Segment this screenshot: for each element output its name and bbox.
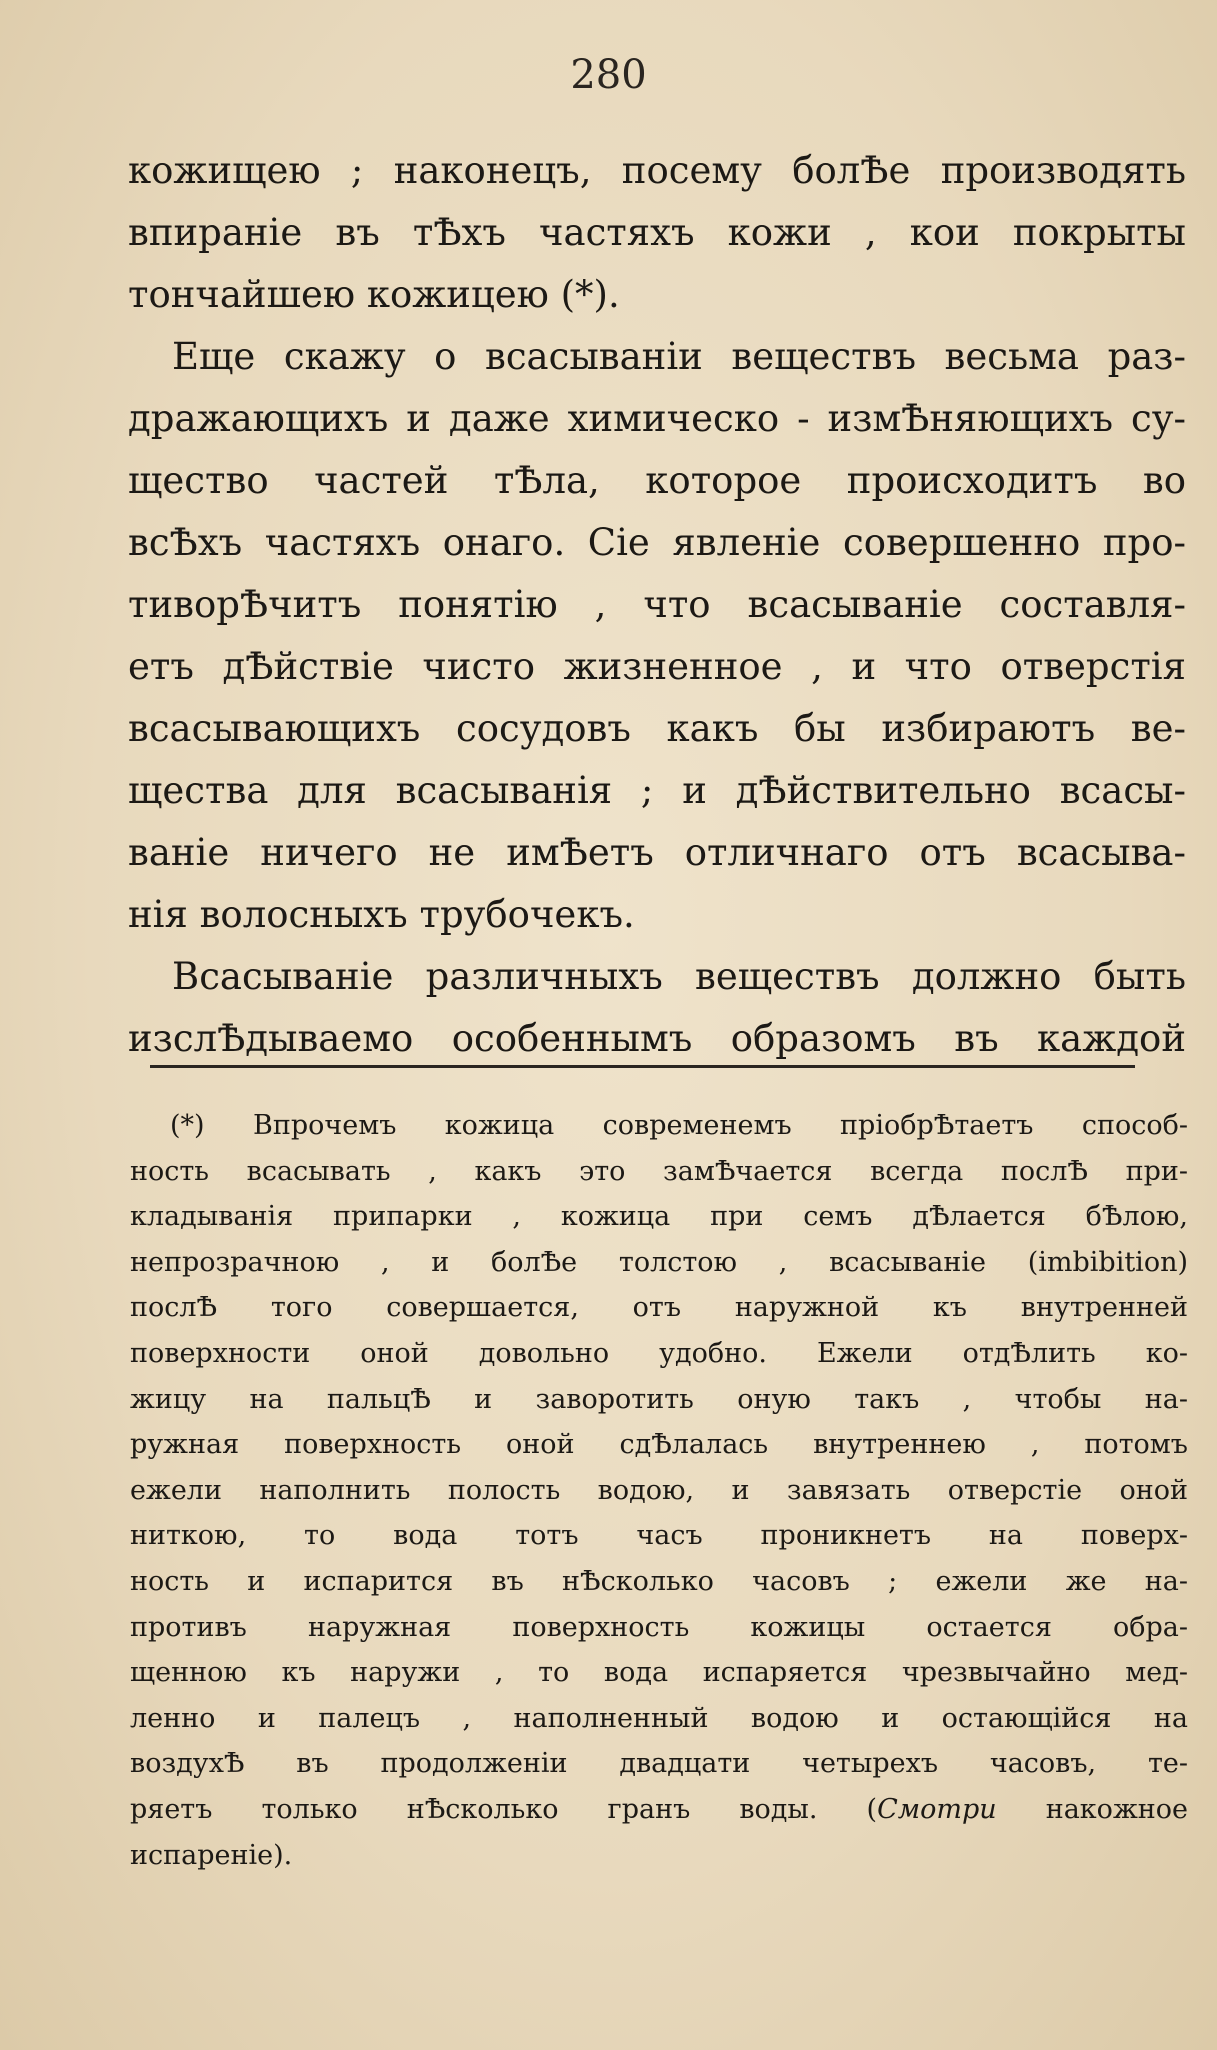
footnote-line: ежели наполнить полость водою, и завязать отверстiе оной <box>130 1474 1188 1506</box>
text-line: Всасыванiе различныхъ веществъ должно быть <box>172 955 1186 998</box>
main-text <box>128 140 1186 1070</box>
footnote-line: послѢ того совершается, отъ наружной къ внутренней <box>130 1292 1188 1324</box>
footnote-line: ниткою, то вода тотъ часъ проникнетъ на поверх- <box>130 1520 1188 1552</box>
text-line: всасывающихъ сосудовъ какъ бы избираютъ ве- <box>128 707 1186 750</box>
footnote-line: жицу на пальцѢ и заворотить оную такъ , чтобы на- <box>130 1383 1188 1415</box>
footnote-line: щенною къ наружи , то вода испаряется чрезвычайно мед- <box>130 1657 1188 1689</box>
footnote-line: ленно и палецъ , наполненный водою и остающiйся на <box>130 1702 1188 1734</box>
footnote <box>130 1103 1188 1878</box>
footnote-line: поверхности оной довольно удобно. Ежели отдѢлить ко- <box>130 1337 1188 1369</box>
footnote-line: (*) Впрочемъ кожица современемъ прiобрѢтаетъ способ- <box>170 1110 1188 1141</box>
cross-reference: Смотри <box>877 1793 997 1825</box>
text-line: тончайшею кожицею (*). <box>128 273 620 316</box>
text-line: всѢхъ частяхъ онаго. Сiе явленiе совершенно про- <box>128 521 1186 564</box>
footnote-line: испаренiе). <box>130 1839 293 1871</box>
footnote-text: накожное <box>996 1793 1189 1825</box>
footnote-line: ружная поверхность оной сдѢлалась внутреннею , потомъ <box>130 1429 1188 1461</box>
text-line: впиранiе въ тѢхъ частяхъ кожи , кои покрыты <box>128 211 1186 254</box>
footnote-text: ряетъ только нѢсколько гранъ воды. ( <box>130 1793 878 1825</box>
text-line: етъ дѢйствiе чисто жизненное , и что отверстiя <box>128 645 1186 688</box>
text-line: ванiе ничего не имѢетъ отличнаго отъ всасыва- <box>128 831 1186 874</box>
text-line: кожищею ; наконецъ, посему болѢе производять <box>128 149 1186 192</box>
text-line: щества для всасыванiя ; и дѢйствительно всасы- <box>128 769 1186 812</box>
footnote-line: ность всасывать , какъ это замѢчается всегда послѢ при- <box>130 1155 1188 1187</box>
footnote-line <box>130 1787 1188 1833</box>
text-line: щество частей тѢла, которое происходитъ во <box>128 459 1186 502</box>
footnote-line: кладыванiя припарки , кожица при семъ дѢлается бѢлою, <box>130 1201 1188 1233</box>
text-line: дражающихъ и даже химическо - измѢняющихъ су- <box>128 397 1186 440</box>
footnote-line: противъ наружная поверхность кожицы остается обра- <box>130 1611 1188 1643</box>
footnote-line: воздухѢ въ продолженiи двадцати четырехъ часовъ, те- <box>130 1748 1188 1780</box>
footnote-line: ность и испарится въ нѢсколько часовъ ; ежели же на- <box>130 1565 1188 1597</box>
text-line: Еще скажу о всасыванiи веществъ весьма раз- <box>172 335 1186 378</box>
page-number: 280 <box>570 52 647 98</box>
text-line: изслѢдываемо особеннымъ образомъ въ каждой <box>128 1017 1186 1060</box>
text-line: тиворѢчитъ понятiю , что всасыванiе составля- <box>128 583 1186 626</box>
footnote-line: непрозрачною , и болѢе толстою , всасыванiе (imbibition) <box>130 1246 1188 1278</box>
footnote-divider <box>150 1065 1135 1068</box>
text-line: нiя волосныхъ трубочекъ. <box>128 893 635 936</box>
